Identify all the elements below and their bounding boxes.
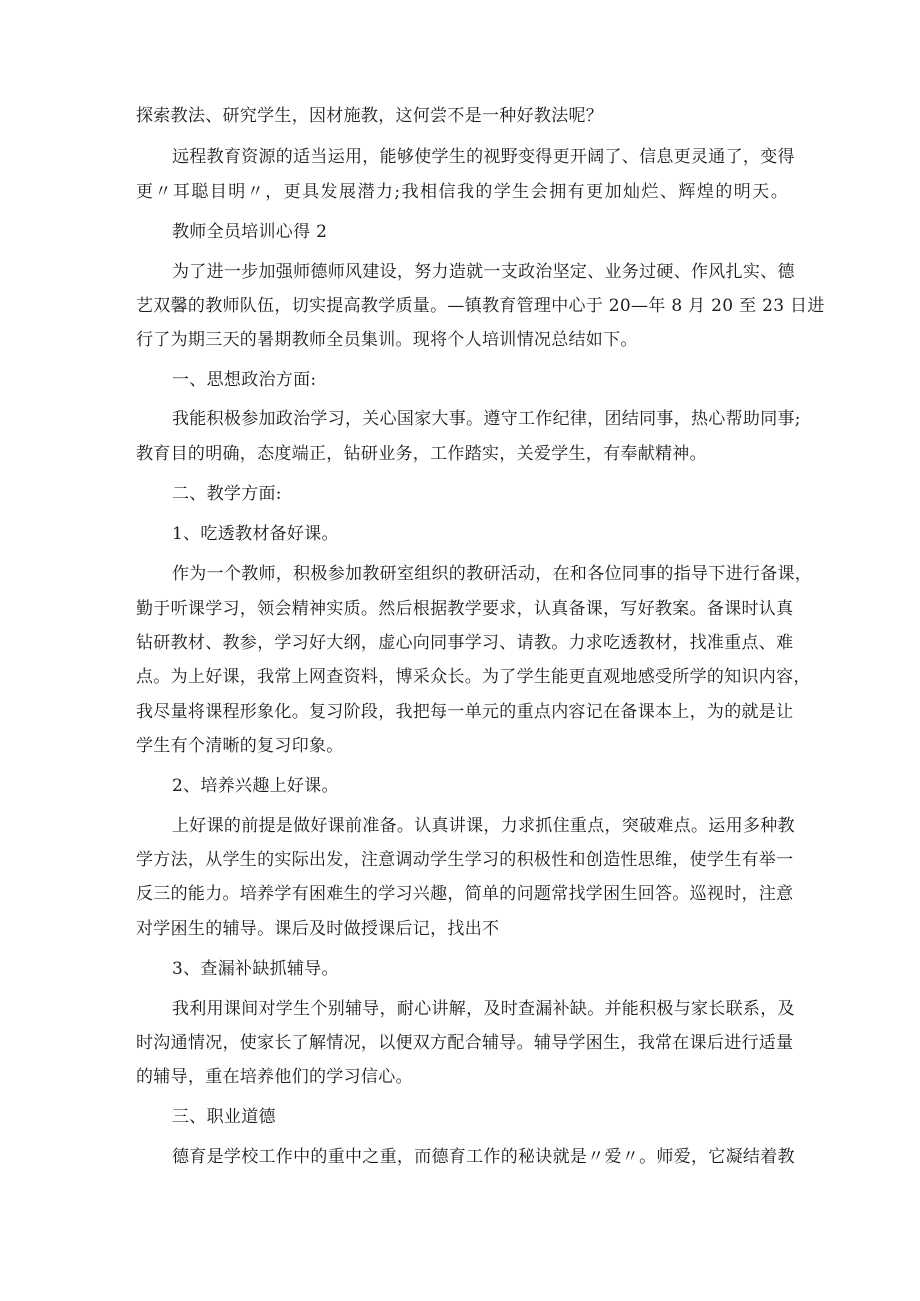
paragraph-line: 探索教法、研究学生，因材施教，这何尝不是一种好教法呢？ (136, 106, 604, 126)
paragraph-line: 教育目的明确，态度端正，钻研业务，工作踏实，关爱学生，有奉献精神。 (136, 444, 707, 464)
paragraph-line: 勤于听课学习，领会精神实质。然后根据教学要求，认真备课，写好教案。备课时认真 (136, 599, 794, 619)
paragraph-line: 艺双馨的教师队伍，切实提高教学质量。—镇教育管理中心于 20—年 8 月 20 至 23 日进 (136, 296, 825, 316)
paragraph-line: 的辅导，重在培养他们的学习信心。 (136, 1067, 413, 1087)
paragraph-line: 学方法，从学生的实际出发，注意调动学生学习的积极性和创造性思维，使学生有举一 (136, 850, 794, 870)
section-heading: 三、职业道德 (172, 1107, 276, 1127)
paragraph-line: 点。为上好课，我常上网查资料，博采众长。为了学生能更直观地感受所学的知识内容， (136, 667, 811, 687)
paragraph-line: 我能积极参加政治学习，关心国家大事。遵守工作纪律，团结同事，热心帮助同事; (172, 409, 801, 429)
paragraph-line: 远程教育资源的适当运用，能够使学生的视野变得更开阔了、信息更灵通了，变得 (172, 147, 795, 167)
paragraph-line: 作为一个教师，积极参加教研室组织的教研活动，在和各位同事的指导下进行备课， (172, 564, 813, 584)
paragraph-line: 时沟通情况，使家长了解情况，以便双方配合辅导。辅导学困生，我常在课后进行适量 (136, 1033, 794, 1053)
paragraph-line: 我利用课间对学生个别辅导，耐心讲解，及时查漏补缺。并能积极与家长联系，及 (172, 999, 795, 1019)
section-heading: 一、思想政治方面: (172, 370, 317, 390)
paragraph-line: 行了为期三天的暑期教师全员集训。现将个人培训情况总结如下。 (136, 330, 638, 350)
paragraph-line: 钻研教材、教参，学习好大纲，虚心向同事学习、请教。力求吃透教材，找准重点、难 (136, 633, 794, 653)
subsection-heading: 1、吃透教材备好课。 (172, 524, 339, 544)
paragraph-line: 反三的能力。培养学有困难生的学习兴趣，简单的问题常找学困生回答。巡视时，注意 (136, 884, 794, 904)
paragraph-line: 对学困生的辅导。课后及时做授课后记，找出不 (136, 919, 500, 939)
section-heading: 二、教学方面: (172, 484, 282, 504)
subsection-heading: 2、培养兴趣上好课。 (172, 776, 339, 796)
section-title: 教师全员培训心得 2 (172, 222, 328, 242)
paragraph-line: 我尽量将课程形象化。复习阶段，我把每一单元的重点内容记在备课本上，为的就是让 (136, 702, 794, 722)
paragraph-line: 学生有个清晰的复习印象。 (136, 736, 344, 756)
paragraph-line: 为了进一步加强师德师风建设，努力造就一支政治坚定、业务过硬、作风扎实、德 (172, 262, 795, 282)
paragraph-line: 更〃耳聪目明〃，更具发展潜力;我相信我的学生会拥有更加灿烂、辉煌的明天。 (136, 182, 788, 202)
subsection-heading: 3、查漏补缺抓辅导。 (172, 959, 339, 979)
paragraph-line: 德育是学校工作中的重中之重，而德育工作的秘诀就是〃爱〃。师爱，它凝结着教 (172, 1147, 795, 1167)
paragraph-line: 上好课的前提是做好课前准备。认真讲课，力求抓住重点，突破难点。运用多种教 (172, 816, 795, 836)
